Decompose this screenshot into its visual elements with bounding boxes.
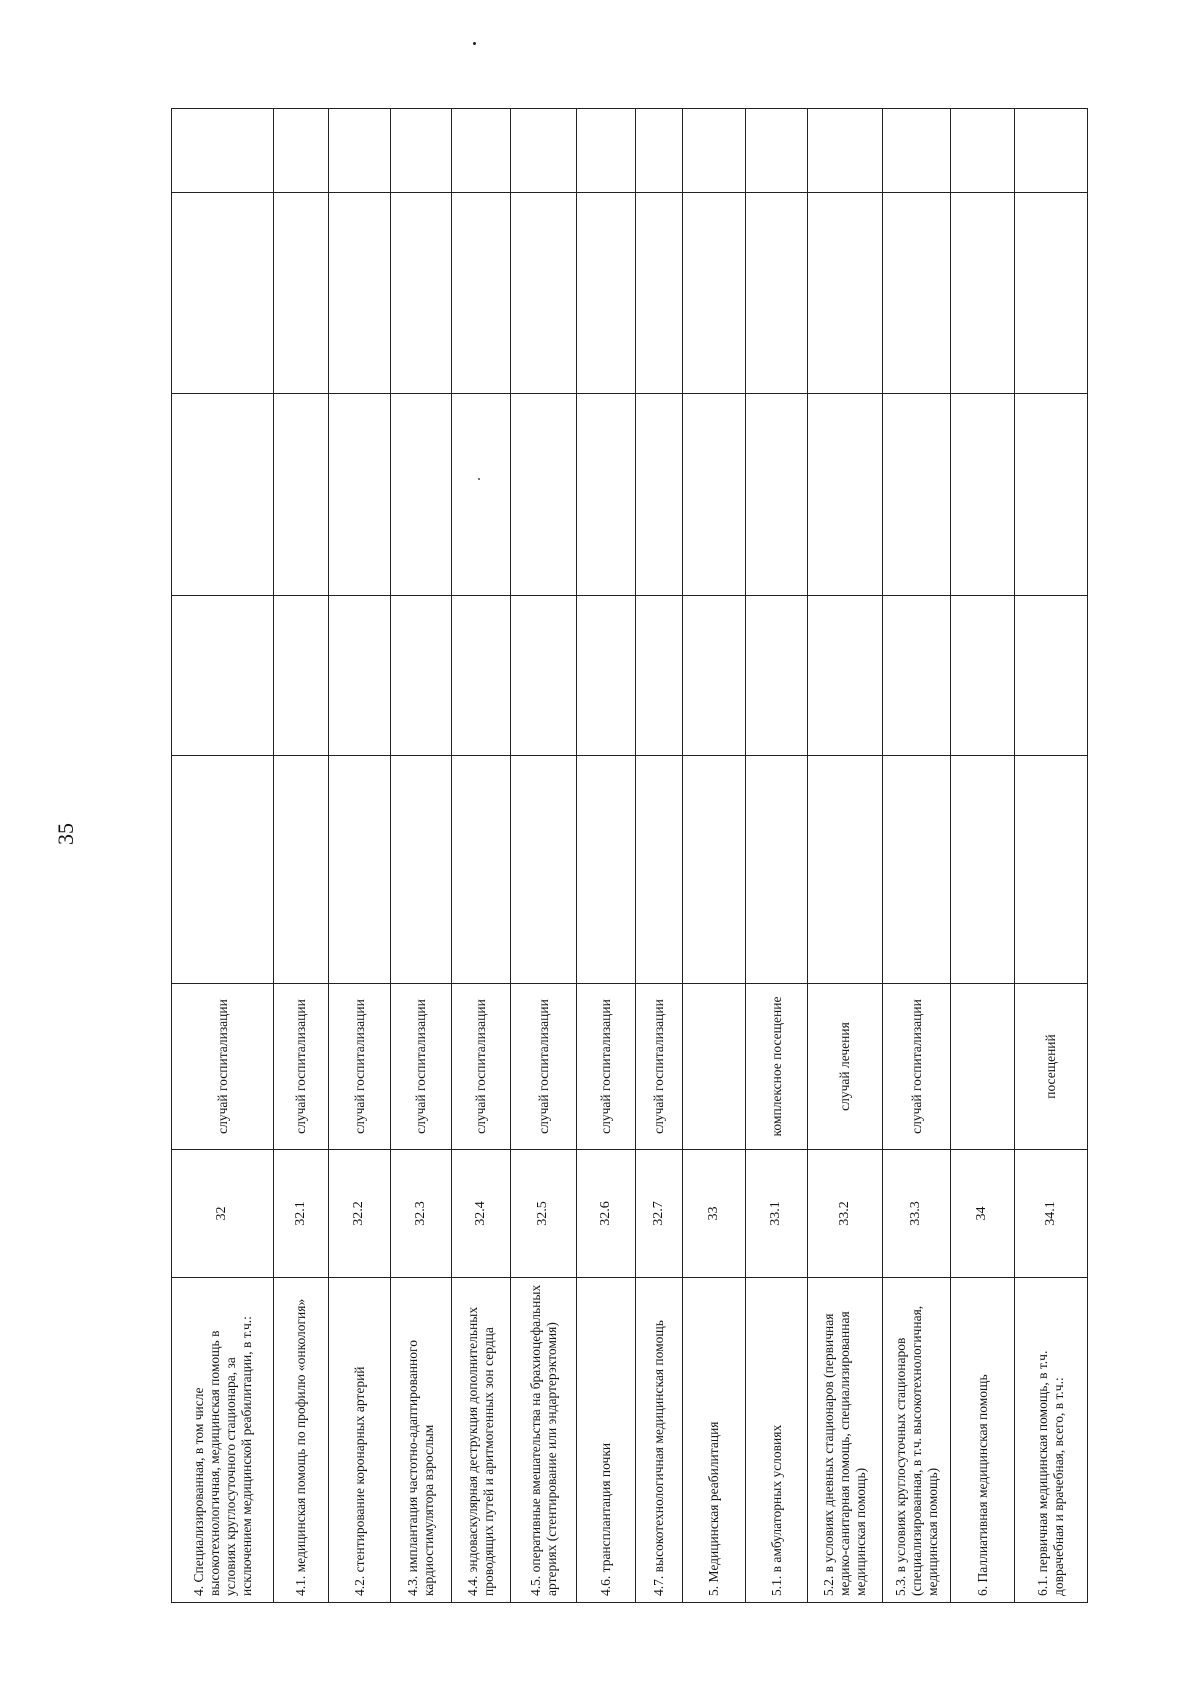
row-number: 32.7 <box>636 1150 683 1278</box>
data-table <box>171 108 1088 1603</box>
empty-cell <box>883 596 950 756</box>
empty-cell <box>390 756 451 984</box>
empty-cell <box>950 596 1014 756</box>
empty-cell <box>636 756 683 984</box>
row-unit: случай госпитализации <box>274 984 329 1150</box>
empty-cell <box>883 756 950 984</box>
row-number: 32.4 <box>452 1150 511 1278</box>
table-row <box>883 109 950 1603</box>
row-number: 34.1 <box>1015 1150 1088 1278</box>
row-name: 4.1. медицинская помощь по профилю «онкология» <box>274 1278 329 1603</box>
empty-cell <box>172 756 274 984</box>
empty-cell <box>576 596 635 756</box>
empty-cell <box>950 109 1014 193</box>
empty-cell <box>683 193 746 394</box>
empty-cell <box>576 756 635 984</box>
empty-cell <box>329 596 390 756</box>
scan-speck <box>473 42 476 45</box>
row-number: 32.6 <box>576 1150 635 1278</box>
empty-cell <box>511 109 576 193</box>
empty-cell <box>746 109 807 193</box>
table-row <box>950 109 1014 1603</box>
table-row <box>746 109 807 1603</box>
empty-cell <box>683 596 746 756</box>
empty-cell <box>172 109 274 193</box>
table-row <box>172 109 274 1603</box>
empty-cell <box>274 756 329 984</box>
empty-cell <box>636 394 683 596</box>
empty-cell <box>1015 756 1088 984</box>
empty-cell <box>807 596 883 756</box>
row-name: 5.3. в условиях круглосуточных стационаров (специализированная, в т.ч. высокотехнологичная, медицинская помощь) <box>883 1278 950 1603</box>
empty-cell <box>390 394 451 596</box>
table-row <box>274 109 329 1603</box>
empty-cell <box>274 193 329 394</box>
row-unit: случай госпитализации <box>172 984 274 1150</box>
table-row <box>329 109 390 1603</box>
row-unit: случай госпитализации <box>636 984 683 1150</box>
empty-cell <box>329 394 390 596</box>
row-unit <box>950 984 1014 1150</box>
empty-cell <box>883 193 950 394</box>
empty-cell <box>511 596 576 756</box>
row-number: 32 <box>172 1150 274 1278</box>
table-row <box>636 109 683 1603</box>
table-row <box>452 109 511 1603</box>
empty-cell <box>452 394 511 596</box>
empty-cell <box>636 193 683 394</box>
empty-cell <box>950 193 1014 394</box>
row-number: 32.1 <box>274 1150 329 1278</box>
empty-cell <box>683 109 746 193</box>
empty-cell <box>1015 193 1088 394</box>
empty-cell <box>746 394 807 596</box>
row-number: 33 <box>683 1150 746 1278</box>
row-unit: случай госпитализации <box>576 984 635 1150</box>
row-name: 4.3. имплантация частотно-адаптированного кардиостимулятора взрослым <box>390 1278 451 1603</box>
page-number: 35 <box>53 823 78 845</box>
row-unit: случай госпитализации <box>390 984 451 1150</box>
empty-cell <box>1015 109 1088 193</box>
empty-cell <box>576 193 635 394</box>
row-unit <box>683 984 746 1150</box>
row-name: 6.1. первичная медицинская помощь, в т.ч. доврачебная и врачебная, всего, в т.ч.: <box>1015 1278 1088 1603</box>
empty-cell <box>172 596 274 756</box>
empty-cell <box>1015 596 1088 756</box>
row-name: 5.1. в амбулаторных условиях <box>746 1278 807 1603</box>
row-unit: случай лечения <box>807 984 883 1150</box>
table-frame <box>171 109 1088 1603</box>
table-row <box>390 109 451 1603</box>
empty-cell <box>274 109 329 193</box>
empty-cell <box>511 756 576 984</box>
row-number: 34 <box>950 1150 1014 1278</box>
empty-cell <box>511 193 576 394</box>
empty-cell <box>329 109 390 193</box>
row-number: 33.1 <box>746 1150 807 1278</box>
empty-cell <box>807 756 883 984</box>
empty-cell <box>883 109 950 193</box>
empty-cell <box>950 394 1014 596</box>
row-number: 32.3 <box>390 1150 451 1278</box>
row-name: 4.6. трансплантация почки <box>576 1278 635 1603</box>
empty-cell <box>636 596 683 756</box>
empty-cell <box>172 394 274 596</box>
empty-cell <box>576 394 635 596</box>
row-number: 32.5 <box>511 1150 576 1278</box>
table-row <box>807 109 883 1603</box>
row-name: 4.4. эндоваскулярная деструкция дополнительных проводящих путей и аритмогенных зон сердца <box>452 1278 511 1603</box>
empty-cell <box>452 193 511 394</box>
empty-cell <box>683 394 746 596</box>
row-unit: посещений <box>1015 984 1088 1150</box>
empty-cell <box>950 756 1014 984</box>
empty-cell <box>807 109 883 193</box>
empty-cell <box>274 394 329 596</box>
row-name: 4.7. высокотехнологичная медицинская помощь <box>636 1278 683 1603</box>
empty-cell <box>746 193 807 394</box>
empty-cell <box>683 756 746 984</box>
row-unit: случай госпитализации <box>883 984 950 1150</box>
empty-cell <box>274 596 329 756</box>
row-unit: случай госпитализации <box>452 984 511 1150</box>
empty-cell <box>746 596 807 756</box>
table-row <box>511 109 576 1603</box>
row-name: 5. Медицинская реабилитация <box>683 1278 746 1603</box>
table-row <box>1015 109 1088 1603</box>
table-row <box>576 109 635 1603</box>
empty-cell <box>746 756 807 984</box>
row-unit: случай госпитализации <box>329 984 390 1150</box>
empty-cell <box>511 394 576 596</box>
row-name: 4.2. стентирование коронарных артерий <box>329 1278 390 1603</box>
empty-cell <box>390 596 451 756</box>
row-name: 6. Паллиативная медицинская помощь <box>950 1278 1014 1603</box>
empty-cell <box>1015 394 1088 596</box>
row-number: 33.3 <box>883 1150 950 1278</box>
row-number: 32.2 <box>329 1150 390 1278</box>
empty-cell <box>807 394 883 596</box>
row-unit: случай госпитализации <box>511 984 576 1150</box>
empty-cell <box>172 193 274 394</box>
empty-cell <box>329 193 390 394</box>
empty-cell <box>390 109 451 193</box>
row-number: 33.2 <box>807 1150 883 1278</box>
table-row <box>683 109 746 1603</box>
empty-cell <box>576 109 635 193</box>
row-unit: комплексное посещение <box>746 984 807 1150</box>
empty-cell <box>452 756 511 984</box>
empty-cell <box>452 109 511 193</box>
empty-cell <box>636 109 683 193</box>
empty-cell <box>807 193 883 394</box>
row-name: 5.2. в условиях дневных стационаров (первичная медико-санитарная помощь, специализированная медицинская помощь) <box>807 1278 883 1603</box>
empty-cell <box>452 596 511 756</box>
empty-cell <box>329 756 390 984</box>
row-name: 4. Специализированная, в том числе высокотехнологичная, медицинская помощь в условиях круглосуточного стационара, за исключением медицинской реабилитации, в т.ч.: <box>172 1278 274 1603</box>
empty-cell <box>883 394 950 596</box>
empty-cell <box>390 193 451 394</box>
row-name: 4.5. оперативные вмешательства на брахиоцефальных артериях (стентирование или эндартерэктомия) <box>511 1278 576 1603</box>
